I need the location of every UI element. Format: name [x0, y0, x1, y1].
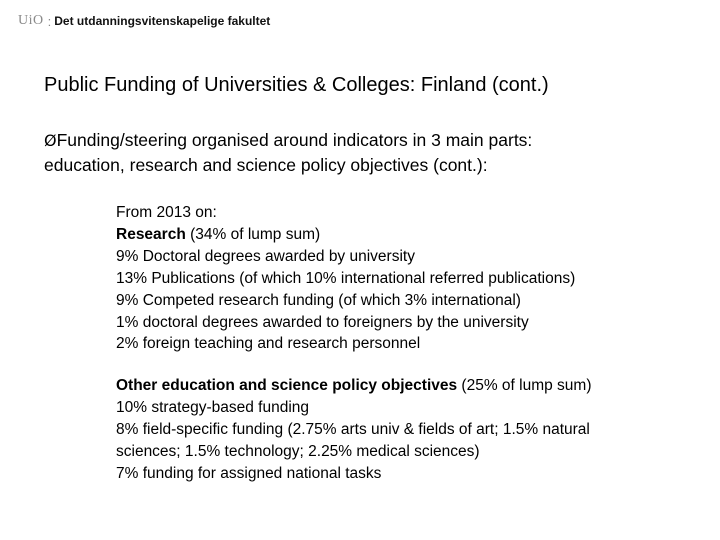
- from-2013-label: From 2013 on:: [116, 204, 217, 221]
- research-item: 1% doctoral degrees awarded to foreigners by the university: [116, 313, 529, 331]
- research-heading-note: (34% of lump sum): [185, 225, 321, 243]
- other-item: sciences; 1.5% technology; 2.25% medical sciences): [116, 442, 480, 460]
- uio-logo: UiO: [18, 13, 44, 28]
- intro-line-1: [44, 128, 694, 153]
- research-block: [116, 202, 706, 355]
- other-item: 10% strategy-based funding: [116, 398, 310, 416]
- research-item: 9% Competed research funding (of which 3% international): [116, 291, 521, 309]
- other-heading: Other education and science policy objectives: [116, 377, 458, 394]
- research-item: 2% foreign teaching and research personnel: [116, 335, 421, 353]
- other-heading-line: [116, 375, 706, 397]
- other-item: 8% field-specific funding (2.75% arts univ & fields of art; 1.5% natural: [116, 420, 590, 438]
- intro-bullet: [44, 128, 694, 178]
- header-separator: :: [47, 13, 52, 29]
- faculty-name: Det utdanningsvitenskapelige fakultet: [54, 14, 271, 28]
- intro-line-2: education, research and science policy objectives (cont.):: [44, 155, 488, 175]
- header-bar: [18, 10, 270, 32]
- slide-title: Public Funding of Universities & Colleges: Finland (cont.): [44, 74, 549, 96]
- research-item: 13% Publications (of which 10% international referred publications): [116, 269, 576, 287]
- research-item: 9% Doctoral degrees awarded by university: [116, 247, 415, 265]
- arrow-bullet-icon: Ø: [44, 131, 57, 150]
- intro-text-1: Funding/steering organised around indicators in 3 main parts:: [56, 130, 533, 150]
- other-heading-note: (25% of lump sum): [457, 377, 592, 394]
- other-objectives-block: [116, 375, 706, 485]
- research-heading-line: [116, 224, 706, 246]
- research-heading: Research: [116, 225, 186, 243]
- other-item: 7% funding for assigned national tasks: [116, 464, 382, 482]
